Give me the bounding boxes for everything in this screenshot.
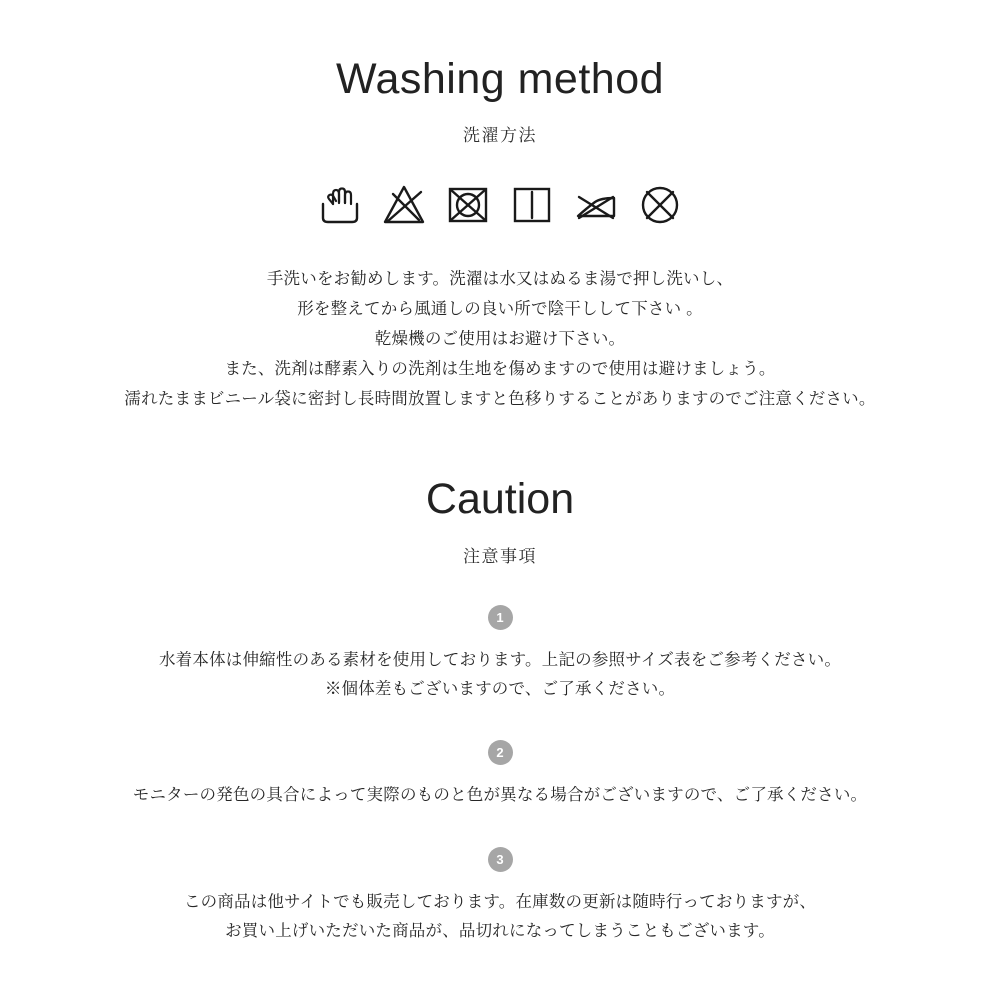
caution-note	[0, 847, 1000, 947]
note-number-badge: 3	[488, 847, 513, 872]
page-title: Washing method	[335, 55, 665, 103]
no-tumble-dry-icon	[443, 180, 493, 230]
washing-instruction-line: 濡れたままビニール袋に密封し長時間放置しますと色移りすることがありますのでご注意ください。	[124, 390, 876, 409]
caution-title: Caution	[425, 475, 575, 524]
no-bleach-icon	[379, 180, 429, 230]
caution-note-line: お買い上げいただいた商品が、品切れになってしまうこともございます。	[225, 922, 775, 941]
caution-subtitle: 注意事項	[463, 546, 537, 566]
note-number-badge: 2	[488, 740, 513, 765]
no-dry-clean-icon	[635, 180, 685, 230]
caution-note-line: モニターの発色の具合によって実際のものと色が異なる場合がございますので、ご了承ください。	[132, 786, 868, 805]
caution-note	[0, 605, 1000, 705]
hand-wash-icon	[315, 180, 365, 230]
page-subtitle: 洗濯方法	[463, 126, 537, 146]
washing-method-section	[0, 0, 1000, 414]
note-number-badge: 1	[488, 605, 513, 630]
care-symbol-row	[0, 180, 1000, 230]
caution-section	[0, 476, 1000, 946]
caution-note-text	[0, 646, 1000, 705]
caution-note	[0, 740, 1000, 810]
drip-dry-in-shade-icon	[507, 180, 557, 230]
caution-note-line: 水着本体は伸縮性のある素材を使用しております。上記の参照サイズ表をご参考ください。	[158, 650, 842, 669]
no-iron-icon	[571, 180, 621, 230]
caution-note-text	[0, 888, 1000, 947]
washing-instruction-line: 形を整えてから風通しの良い所で陰干しして下さい 。	[297, 300, 703, 319]
caution-note-line: この商品は他サイトでも販売しております。在庫数の更新は随時行っておりますが、	[183, 892, 817, 911]
washing-instruction-line: 乾燥機のご使用はお避け下さい。	[374, 330, 626, 349]
caution-note-line: ※個体差もございますので、ご了承ください。	[324, 680, 676, 699]
washing-instruction-line: また、洗剤は酵素入りの洗剤は生地を傷めますので使用は避けましょう。	[224, 360, 776, 379]
caution-note-text	[0, 781, 1000, 810]
washing-instruction-line: 手洗いをお勧めします。洗濯は水又はぬるま湯で押し洗いし、	[266, 270, 734, 289]
washing-instructions	[0, 264, 1000, 414]
